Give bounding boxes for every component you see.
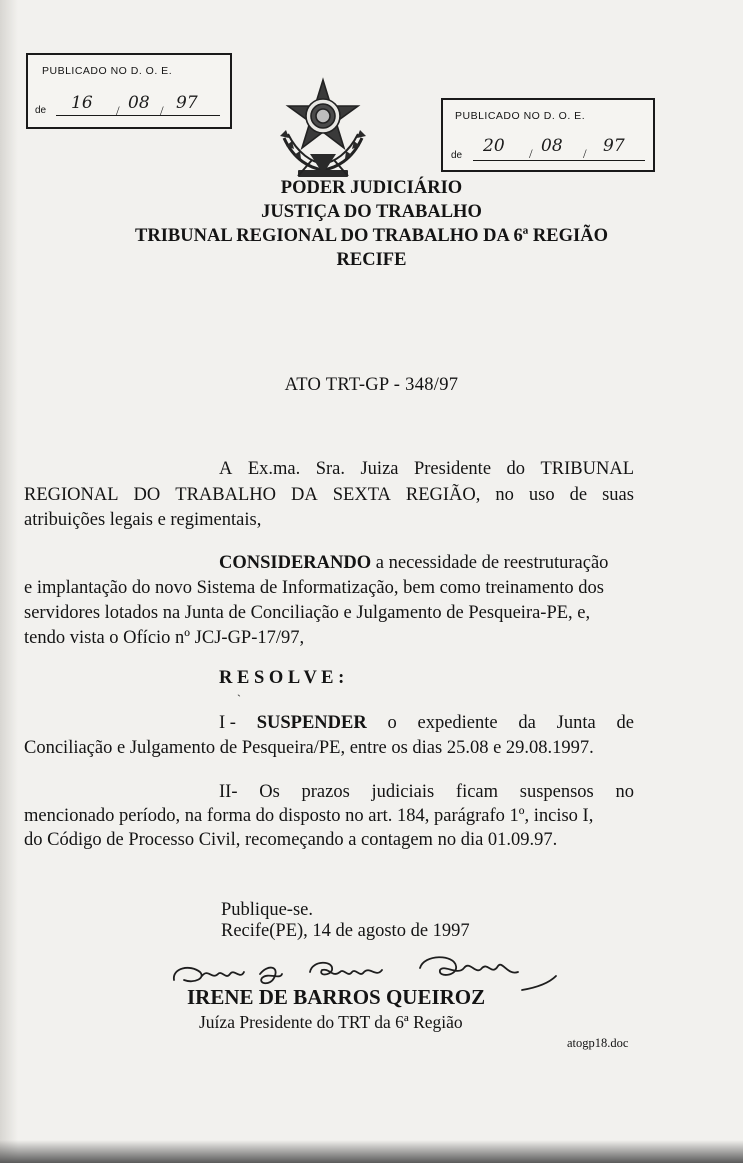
- stamp-month: 08: [541, 136, 563, 156]
- considerando-line-2: e implantação do novo Sistema de Informatização, bem como treinamento dos: [24, 578, 604, 598]
- intro-line-3: atribuições legais e regimentais,: [24, 510, 262, 530]
- word: DO: [133, 485, 161, 505]
- intro-line-2: [24, 485, 634, 506]
- considerando-line-4: tendo vista o Ofício nº JCJ-GP-17/97,: [24, 628, 305, 648]
- header-line-3: TRIBUNAL REGIONAL DO TRABALHO DA 6ª REGIÃO: [135, 226, 608, 246]
- publique-se: Publique-se.: [221, 900, 313, 920]
- item-keyword: SUSPENDER: [256, 713, 367, 733]
- stamp-separator: /: [160, 103, 164, 118]
- word: SEXTA: [332, 485, 391, 505]
- word: TRIBUNAL: [540, 459, 634, 479]
- stamp-year: 97: [603, 136, 625, 156]
- document-reference: atogp18.doc: [567, 1036, 629, 1050]
- word: ficam: [455, 782, 499, 802]
- header-line-1: PODER JUDICIÁRIO: [280, 178, 463, 198]
- word: do: [506, 459, 525, 479]
- word: REGIÃO,: [405, 485, 481, 505]
- word: no: [615, 782, 634, 802]
- stamp-day: 20: [483, 136, 505, 156]
- item-2-line-3: do Código de Processo Civil, recomeçando a contagem no dia 01.09.97.: [24, 830, 558, 850]
- word: Presidente: [413, 459, 492, 479]
- signatory-title: Juíza Presidente do TRT da 6ª Região: [199, 1012, 463, 1032]
- stamp-title: PUBLICADO NO D. O. E.: [42, 65, 173, 77]
- item-1-line-1: [219, 713, 634, 734]
- word: II-: [219, 782, 238, 802]
- stamp-date-line: [56, 115, 220, 116]
- stamp-month: 08: [128, 93, 150, 113]
- stamp-separator: /: [116, 103, 120, 118]
- resolve-heading: R E S O L V E :: [219, 668, 345, 688]
- considerando-text: a necessidade de reestruturação: [371, 553, 609, 573]
- item-numeral: I -: [219, 713, 236, 733]
- word: Sra.: [315, 459, 346, 479]
- stamp-de-label: de: [35, 105, 47, 116]
- publication-stamp-right: [441, 98, 655, 172]
- word: TRABALHO: [175, 485, 277, 505]
- word: expediente: [417, 713, 498, 733]
- item-2-line-1: [219, 782, 634, 803]
- stamp-date-line: [473, 160, 645, 161]
- word: de: [569, 485, 588, 505]
- accent-mark: `: [237, 692, 241, 706]
- word: Ex.ma.: [247, 459, 301, 479]
- word: A: [219, 459, 233, 479]
- document-title: ATO TRT-GP - 348/97: [284, 375, 459, 395]
- publication-stamp-left: [26, 53, 232, 129]
- word: suspensos: [519, 782, 594, 802]
- word: Junta: [556, 713, 596, 733]
- coat-of-arms-icon: [270, 76, 376, 180]
- place-and-date: Recife(PE), 14 de agosto de 1997: [221, 921, 470, 941]
- considerando-line-1: [219, 553, 608, 574]
- word: prazos: [301, 782, 350, 802]
- stamp-day: 16: [71, 93, 93, 113]
- item-1-line-2: Conciliação e Julgamento de Pesqueira/PE, entre os dias 25.08 e 29.08.1997.: [24, 738, 594, 758]
- word: Juiza: [360, 459, 399, 479]
- word: o: [387, 713, 397, 733]
- word: de: [616, 713, 634, 733]
- word: suas: [602, 485, 634, 505]
- considerando-keyword: CONSIDERANDO: [219, 553, 372, 573]
- intro-line-1: [219, 459, 634, 480]
- header-line-4: RECIFE: [336, 250, 407, 270]
- stamp-separator: /: [583, 146, 587, 161]
- word: da: [518, 713, 536, 733]
- stamp-de-label: de: [451, 150, 463, 161]
- word: judiciais: [371, 782, 435, 802]
- stamp-separator: /: [529, 146, 533, 161]
- header-line-2: JUSTIÇA DO TRABALHO: [261, 202, 482, 222]
- stamp-year: 97: [176, 93, 198, 113]
- page-edge-shadow-bottom: [0, 1140, 743, 1163]
- stamp-title: PUBLICADO NO D. O. E.: [455, 110, 586, 122]
- word: REGIONAL: [24, 485, 119, 505]
- item-2-line-2: mencionado período, na forma do disposto no art. 184, parágrafo 1º, inciso I,: [24, 806, 594, 826]
- word: DA: [291, 485, 318, 505]
- signatory-name: IRENE DE BARROS QUEIROZ: [187, 985, 486, 1009]
- word: uso: [528, 485, 555, 505]
- word: Os: [259, 782, 280, 802]
- word: no: [495, 485, 514, 505]
- considerando-line-3: servidores lotados na Junta de Conciliação e Julgamento de Pesqueira-PE, e,: [24, 603, 591, 623]
